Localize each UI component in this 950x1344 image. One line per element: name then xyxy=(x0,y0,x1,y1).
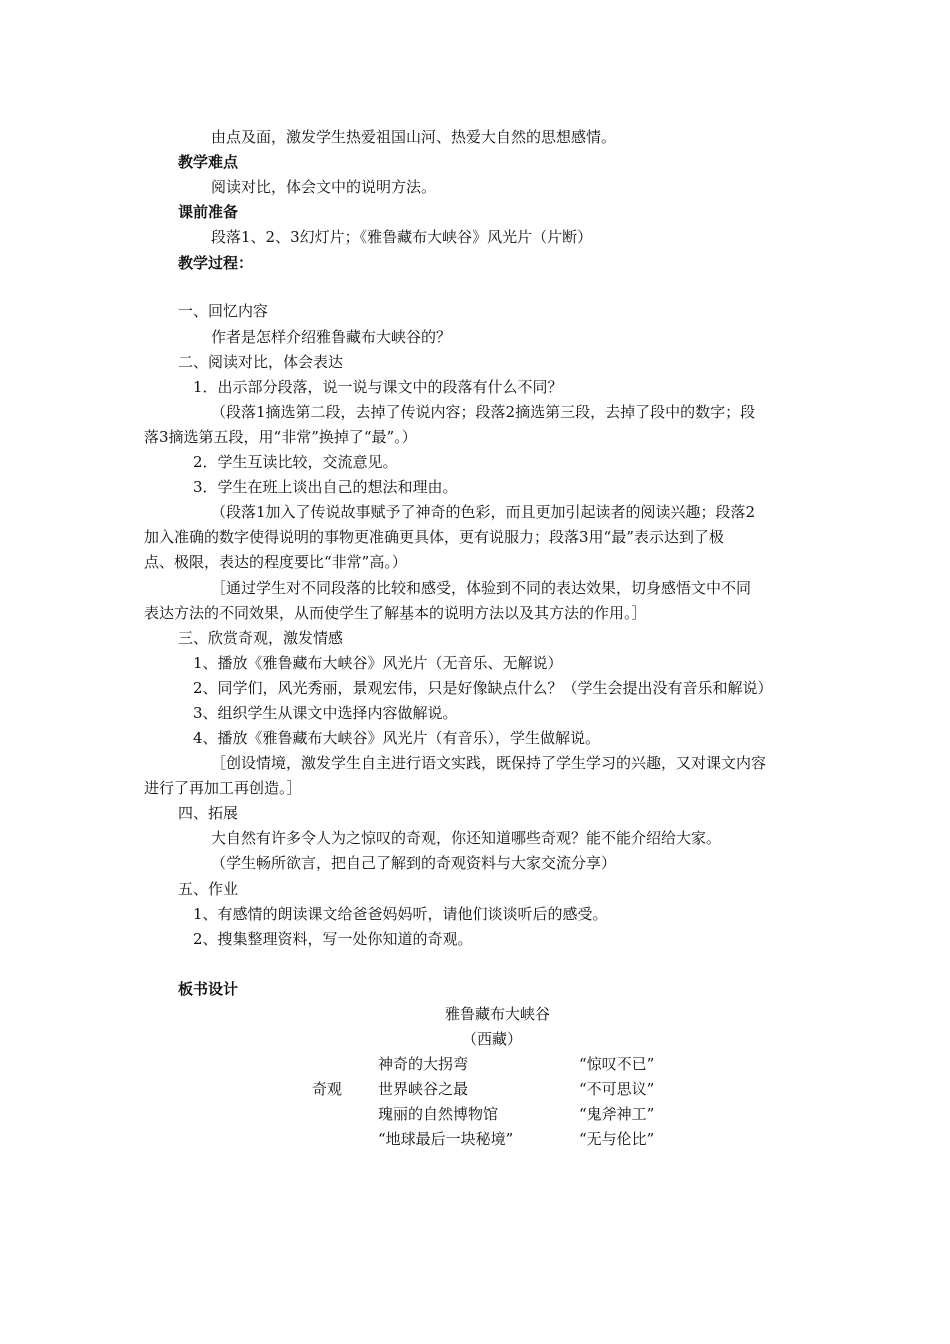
step-item: 1．出示部分段落，说一说与课文中的段落有什么不同？ xyxy=(193,378,563,396)
step-item: 2．学生互读比较，交流意见。 xyxy=(193,453,398,471)
section-title: 三、欣赏奇观，激发情感 xyxy=(178,629,344,647)
difficulty-text: 阅读对比，体会文中的说明方法。 xyxy=(211,178,437,196)
board-row-left: 世界峡谷之最 xyxy=(378,1080,469,1098)
board-row-right: “不可思议” xyxy=(579,1080,655,1098)
board-side-label: 奇观 xyxy=(312,1080,343,1098)
board-subtitle: （西藏） xyxy=(462,1030,523,1048)
list-item: 2、同学们，风光秀丽，景观宏伟，只是好像缺点什么？（学生会提出没有音乐和解说） xyxy=(193,679,773,697)
note-line: 落3摘选第五段，用“非常”换掉了“最”。） xyxy=(144,428,417,446)
board-row-right: “惊叹不已” xyxy=(579,1055,655,1073)
process-heading: 教学过程： xyxy=(178,254,254,272)
board-row-left: 瑰丽的自然博物馆 xyxy=(378,1105,499,1123)
section-question: 作者是怎样介绍雅鲁藏布大峡谷的？ xyxy=(211,328,452,346)
section-title: 四、拓展 xyxy=(178,804,239,822)
board-title: 雅鲁藏布大峡谷 xyxy=(445,1005,551,1023)
board-row-left: 神奇的大拐弯 xyxy=(378,1055,469,1073)
board-row-right: “无与伦比” xyxy=(579,1130,655,1148)
note-line: 点、极限，表达的程度要比“非常”高。） xyxy=(144,553,407,571)
step-item: 3．学生在班上谈出自己的想法和理由。 xyxy=(193,478,458,496)
intro-line: 由点及面，激发学生热爱祖国山河、热爱大自然的思想感情。 xyxy=(211,128,617,146)
note-line: （段落1加入了传说故事赋予了神奇的色彩，而且更加引起读者的阅读兴趣；段落2 xyxy=(211,503,756,521)
section-title: 一、回忆内容 xyxy=(178,302,269,320)
preparation-heading: 课前准备 xyxy=(178,203,239,221)
list-item: 4、播放《雅鲁藏布大峡谷》风光片（有音乐），学生做解说。 xyxy=(193,729,601,747)
design-note-line: ［创设情境，激发学生自主进行语文实践，既保持了学生学习的兴趣，又对课文内容 xyxy=(211,754,767,772)
design-note-line: ［通过学生对不同段落的比较和感受，体验到不同的表达效果，切身感悟文中不同 xyxy=(211,579,752,597)
section-title: 五、作业 xyxy=(178,880,239,898)
board-heading: 板书设计 xyxy=(178,980,239,998)
board-row-left: “地球最后一块秘境” xyxy=(378,1130,514,1148)
section-title: 二、阅读对比，体会表达 xyxy=(178,353,344,371)
section-question: 大自然有许多令人为之惊叹的奇观，你还知道哪些奇观？能不能介绍给大家。 xyxy=(211,829,722,847)
note-line: 加入准确的数字使得说明的事物更准确更具体，更有说服力；段落3用“最”表示达到了极 xyxy=(144,528,724,546)
design-note-line: 表达方法的不同效果，从而使学生了解基本的说明方法以及其方法的作用。］ xyxy=(144,604,647,622)
board-row-right: “鬼斧神工” xyxy=(579,1105,655,1123)
list-item: 1、有感情的朗读课文给爸爸妈妈听，请他们谈谈听后的感受。 xyxy=(193,905,608,923)
list-item: 2、搜集整理资料，写一处你知道的奇观。 xyxy=(193,930,473,948)
list-item: 3、组织学生从课文中选择内容做解说。 xyxy=(193,704,458,722)
note-line: （学生畅所欲言，把自己了解到的奇观资料与大家交流分享） xyxy=(211,854,617,872)
difficulty-heading: 教学难点 xyxy=(178,153,239,171)
design-note-line: 进行了再加工再创造。］ xyxy=(144,779,302,797)
note-line: （段落1摘选第二段，去掉了传说内容；段落2摘选第三段，去掉了段中的数字；段 xyxy=(211,403,756,421)
list-item: 1、播放《雅鲁藏布大峡谷》风光片（无音乐、无解说） xyxy=(193,654,563,672)
preparation-text: 段落1、2、3幻灯片；《雅鲁藏布大峡谷》风光片（片断） xyxy=(211,228,593,246)
